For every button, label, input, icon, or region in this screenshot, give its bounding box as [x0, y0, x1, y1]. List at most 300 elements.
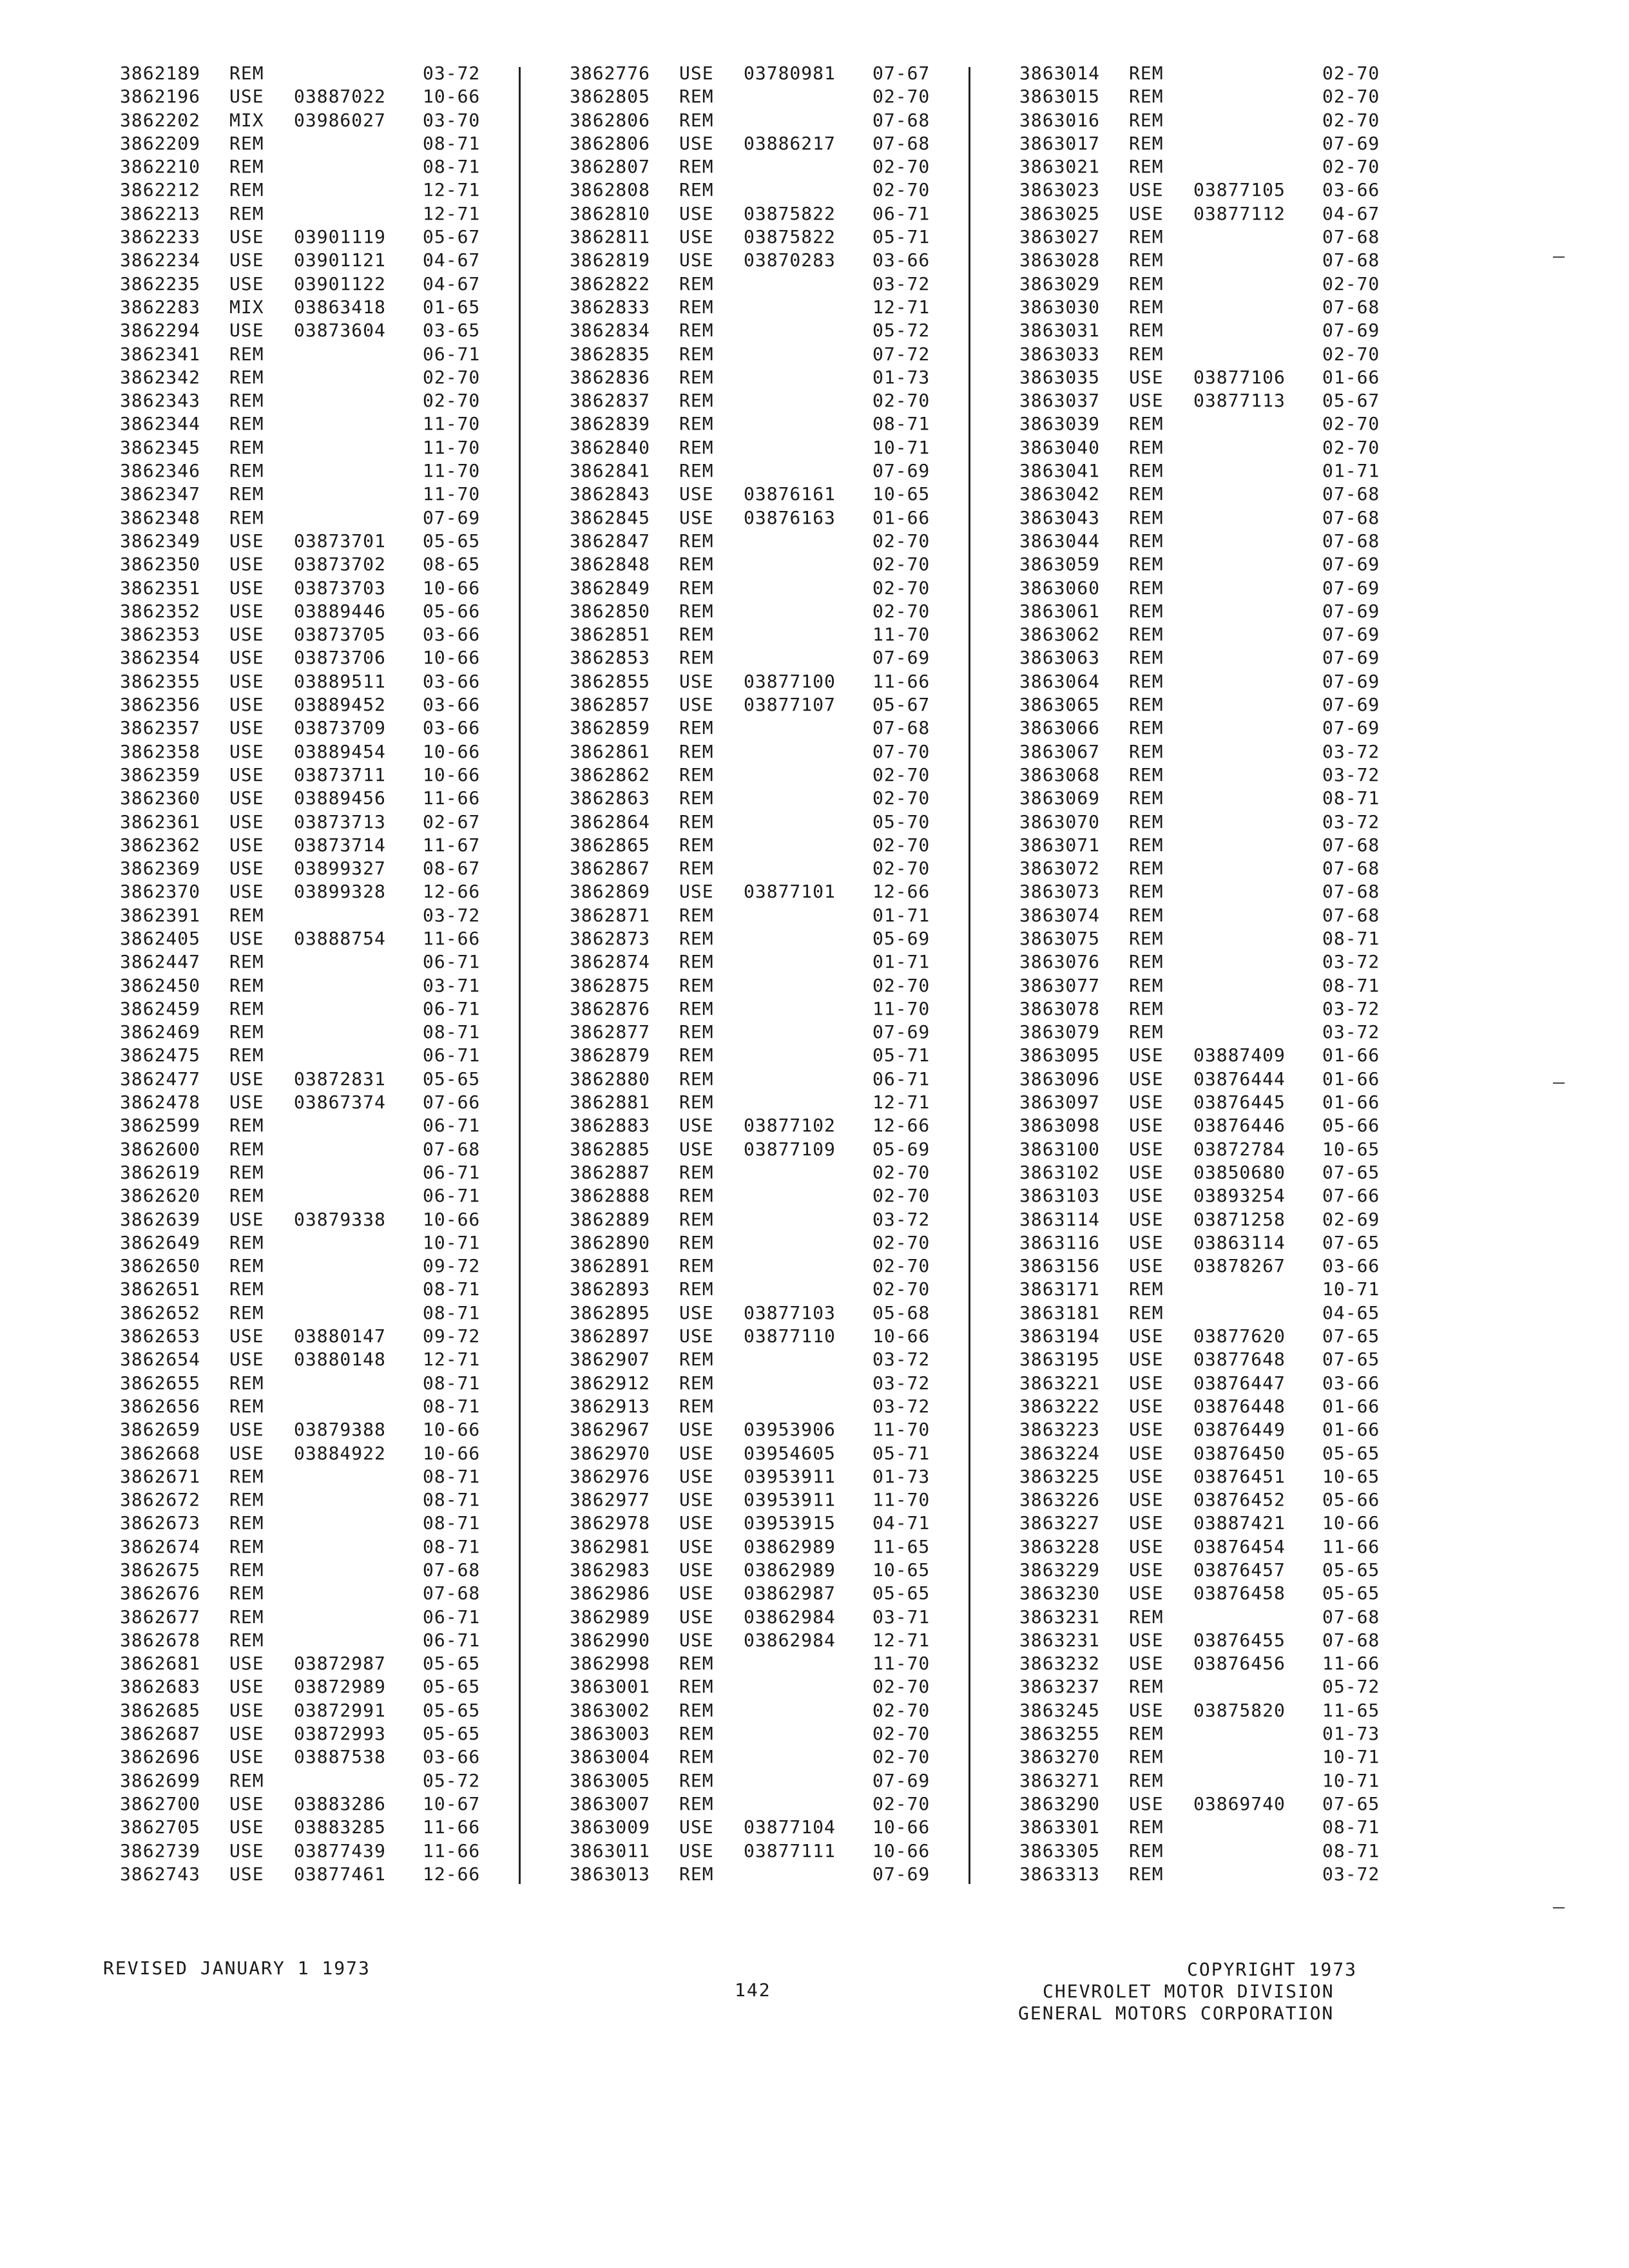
part-number: 3863023: [1019, 179, 1101, 201]
replacement-number: 03875822: [744, 202, 836, 224]
margin-mark: [1553, 256, 1565, 258]
action-code: REM: [229, 1278, 264, 1300]
table-row: [570, 1652, 943, 1675]
table-row: [120, 62, 494, 85]
date-code: 01-73: [872, 366, 930, 388]
table-row: [570, 950, 943, 974]
part-number: 3862845: [570, 506, 651, 528]
date-code: 04-67: [423, 273, 481, 294]
table-row: [1019, 1863, 1393, 1886]
part-number: 3863171: [1019, 1278, 1101, 1300]
part-number: 3862883: [570, 1115, 651, 1137]
action-code: USE: [1129, 1792, 1164, 1814]
part-number: 3862210: [120, 156, 201, 178]
replacement-number: 03876445: [1193, 1091, 1286, 1113]
part-number: 3862650: [120, 1255, 201, 1277]
table-row: [570, 202, 943, 226]
action-code: USE: [229, 1419, 264, 1441]
part-number: 3863232: [1019, 1653, 1101, 1675]
date-code: 01-66: [1322, 366, 1380, 388]
date-code: 11-66: [423, 1816, 481, 1838]
replacement-number: 03953915: [744, 1512, 836, 1534]
action-code: REM: [1129, 1723, 1164, 1745]
action-code: REM: [229, 506, 264, 528]
date-code: 07-69: [872, 1769, 930, 1791]
action-code: REM: [229, 436, 264, 458]
date-code: 11-66: [1322, 1653, 1380, 1675]
date-code: 02-70: [872, 764, 930, 785]
replacement-number: 03877111: [744, 1840, 836, 1861]
table-row: [570, 1044, 943, 1067]
action-code: REM: [679, 1723, 714, 1745]
date-code: 10-66: [423, 1208, 481, 1230]
part-number: 3862685: [120, 1699, 201, 1721]
table-row: [120, 366, 494, 389]
table-row: [1019, 693, 1393, 716]
action-code: REM: [679, 156, 714, 178]
table-row: [1019, 178, 1393, 202]
action-code: USE: [1129, 1465, 1164, 1487]
action-code: REM: [229, 904, 264, 926]
table-row: [1019, 1559, 1393, 1582]
table-row: [570, 974, 943, 997]
date-code: 07-68: [423, 1138, 481, 1160]
part-number: 3863156: [1019, 1255, 1101, 1277]
table-row: [570, 1114, 943, 1137]
part-number: 3863097: [1019, 1091, 1101, 1113]
replacement-number: 03876454: [1193, 1535, 1286, 1557]
date-code: 10-66: [872, 1816, 930, 1838]
part-number: 3862890: [570, 1231, 651, 1253]
replacement-number: 03875820: [1193, 1699, 1286, 1721]
action-code: REM: [1129, 717, 1164, 739]
date-code: 01-66: [1322, 1419, 1380, 1441]
replacement-number: 03862987: [744, 1582, 836, 1604]
part-number: 3862837: [570, 390, 651, 412]
date-code: 03-72: [423, 904, 481, 926]
action-code: REM: [679, 1792, 714, 1814]
date-code: 07-68: [1322, 296, 1380, 318]
table-row: [1019, 1675, 1393, 1698]
action-code: REM: [1129, 86, 1164, 108]
table-row: [570, 1465, 943, 1488]
replacement-number: 03876452: [1193, 1489, 1286, 1511]
part-number: 3862676: [120, 1582, 201, 1604]
date-code: 12-66: [872, 881, 930, 903]
part-number: 3862808: [570, 179, 651, 201]
action-code: REM: [1129, 904, 1164, 926]
action-code: REM: [679, 624, 714, 646]
date-code: 03-72: [872, 1208, 930, 1230]
date-code: 07-68: [1322, 858, 1380, 879]
action-code: USE: [1129, 1325, 1164, 1347]
table-row: [1019, 155, 1393, 178]
date-code: 07-69: [1322, 717, 1380, 739]
date-code: 05-72: [872, 320, 930, 341]
table-row: [1019, 1442, 1393, 1465]
action-code: REM: [229, 1231, 264, 1253]
action-code: REM: [679, 974, 714, 996]
table-row: [570, 553, 943, 576]
table-row: [120, 343, 494, 366]
replacement-number: 03872987: [294, 1653, 386, 1675]
part-number: 3862847: [570, 530, 651, 552]
action-code: USE: [1129, 1535, 1164, 1557]
action-code: REM: [1129, 811, 1164, 832]
part-number: 3863096: [1019, 1068, 1101, 1090]
replacement-number: 03889454: [294, 740, 386, 762]
part-number: 3862600: [120, 1138, 201, 1160]
action-code: REM: [679, 811, 714, 832]
part-number: 3862599: [120, 1115, 201, 1137]
action-code: USE: [229, 1349, 264, 1370]
corporation-name: GENERAL MOTORS CORPORATION: [1018, 2003, 1335, 2024]
table-row: [120, 436, 494, 459]
part-number: 3862450: [120, 974, 201, 996]
action-code: REM: [229, 1302, 264, 1323]
date-code: 11-70: [423, 460, 481, 482]
date-code: 07-66: [423, 1091, 481, 1113]
action-code: REM: [1129, 1278, 1164, 1300]
date-code: 02-70: [1322, 156, 1380, 178]
table-row: [120, 483, 494, 506]
replacement-number: 03953911: [744, 1465, 836, 1487]
part-number: 3863070: [1019, 811, 1101, 832]
part-number: 3863037: [1019, 390, 1101, 412]
table-row: [1019, 857, 1393, 880]
date-code: 08-71: [1322, 974, 1380, 996]
action-code: USE: [679, 249, 714, 271]
replacement-number: 03873703: [294, 577, 386, 599]
action-code: REM: [1129, 1302, 1164, 1323]
part-number: 3863116: [1019, 1231, 1101, 1253]
date-code: 02-70: [423, 390, 481, 412]
replacement-number: 03877101: [744, 881, 836, 903]
part-number: 3862619: [120, 1161, 201, 1183]
part-number: 3862202: [120, 109, 201, 131]
table-row: [570, 62, 943, 85]
part-number: 3863042: [1019, 483, 1101, 505]
table-row: [1019, 974, 1393, 997]
column-divider: [519, 67, 521, 1884]
date-code: 08-71: [423, 156, 481, 178]
table-row: [1019, 226, 1393, 249]
action-code: USE: [229, 647, 264, 669]
date-code: 07-68: [1322, 881, 1380, 903]
part-number: 3862699: [120, 1769, 201, 1791]
action-code: REM: [679, 951, 714, 973]
action-code: REM: [679, 296, 714, 318]
replacement-number: 03899327: [294, 858, 386, 879]
date-code: 12-66: [423, 1863, 481, 1885]
table-row: [120, 1745, 494, 1769]
action-code: REM: [679, 553, 714, 575]
date-code: 10-66: [423, 740, 481, 762]
part-number: 3862981: [570, 1535, 651, 1557]
part-number: 3862357: [120, 717, 201, 739]
date-code: 03-66: [423, 694, 481, 716]
date-code: 02-70: [872, 156, 930, 178]
table-row: [570, 1629, 943, 1652]
date-code: 08-71: [423, 1489, 481, 1511]
table-row: [570, 693, 943, 716]
part-number: 3862369: [120, 858, 201, 879]
date-code: 11-66: [423, 927, 481, 949]
table-row: [570, 904, 943, 927]
action-code: REM: [679, 320, 714, 341]
part-number: 3862353: [120, 624, 201, 646]
action-code: REM: [1129, 296, 1164, 318]
date-code: 07-69: [1322, 600, 1380, 622]
part-number: 3862970: [570, 1442, 651, 1464]
table-row: [570, 1675, 943, 1698]
date-code: 11-66: [423, 787, 481, 809]
replacement-number: 03877104: [744, 1816, 836, 1838]
replacement-number: 03877103: [744, 1302, 836, 1323]
date-code: 10-66: [1322, 1512, 1380, 1534]
part-number: 3863069: [1019, 787, 1101, 809]
action-code: USE: [679, 226, 714, 248]
table-row: [1019, 646, 1393, 669]
table-row: [570, 132, 943, 155]
date-code: 08-71: [872, 413, 930, 435]
table-row: [1019, 1208, 1393, 1231]
replacement-number: 03953906: [744, 1419, 836, 1441]
action-code: REM: [1129, 974, 1164, 996]
table-row: [120, 1161, 494, 1184]
table-row: [1019, 483, 1393, 506]
action-code: REM: [679, 343, 714, 365]
part-number: 3862672: [120, 1489, 201, 1511]
date-code: 05-65: [1322, 1559, 1380, 1581]
table-row: [570, 764, 943, 787]
part-number: 3863030: [1019, 296, 1101, 318]
part-number: 3863062: [1019, 624, 1101, 646]
part-number: 3863015: [1019, 86, 1101, 108]
action-code: REM: [229, 132, 264, 154]
action-code: REM: [229, 179, 264, 201]
action-code: REM: [229, 1021, 264, 1043]
action-code: USE: [679, 881, 714, 903]
table-row: [1019, 1582, 1393, 1605]
table-row: [570, 1769, 943, 1792]
date-code: 10-66: [423, 577, 481, 599]
action-code: REM: [679, 927, 714, 949]
table-row: [120, 1348, 494, 1371]
date-code: 02-70: [1322, 62, 1380, 84]
replacement-number: 03877110: [744, 1325, 836, 1347]
table-row: [570, 1231, 943, 1254]
replacement-number: 03887022: [294, 86, 386, 108]
part-number: 3863073: [1019, 881, 1101, 903]
table-row: [570, 226, 943, 249]
date-code: 10-66: [872, 1840, 930, 1861]
action-code: REM: [679, 1255, 714, 1277]
date-code: 07-69: [1322, 647, 1380, 669]
part-number: 3862346: [120, 460, 201, 482]
action-code: USE: [1129, 1231, 1164, 1253]
date-code: 08-71: [423, 1278, 481, 1300]
date-code: 02-70: [872, 834, 930, 856]
part-number: 3863016: [1019, 109, 1101, 131]
table-row: [1019, 834, 1393, 857]
action-code: USE: [679, 1606, 714, 1628]
table-row: [570, 1208, 943, 1231]
part-number: 3862978: [570, 1512, 651, 1534]
action-code: REM: [1129, 343, 1164, 365]
action-code: USE: [679, 1302, 714, 1323]
date-code: 05-65: [423, 530, 481, 552]
table-row: [1019, 1395, 1393, 1418]
part-number: 3862862: [570, 764, 651, 785]
table-row: [1019, 273, 1393, 296]
date-code: 03-66: [1322, 1255, 1380, 1277]
part-number: 3862776: [570, 62, 651, 84]
replacement-number: 03873706: [294, 647, 386, 669]
part-number: 3863301: [1019, 1816, 1101, 1838]
date-code: 07-69: [423, 506, 481, 528]
action-code: USE: [679, 1138, 714, 1160]
date-code: 07-68: [1322, 249, 1380, 271]
action-code: USE: [1129, 1699, 1164, 1721]
table-row: [120, 1652, 494, 1675]
date-code: 08-71: [1322, 927, 1380, 949]
part-number: 3863102: [1019, 1161, 1101, 1183]
date-code: 06-71: [423, 1185, 481, 1207]
date-code: 05-71: [872, 1044, 930, 1066]
action-code: REM: [679, 273, 714, 294]
part-number: 3862839: [570, 413, 651, 435]
date-code: 10-67: [423, 1792, 481, 1814]
date-code: 08-67: [423, 858, 481, 879]
table-row: [570, 1325, 943, 1348]
table-row: [570, 1395, 943, 1418]
part-number: 3862447: [120, 951, 201, 973]
part-number: 3862986: [570, 1582, 651, 1604]
date-code: 07-69: [872, 1021, 930, 1043]
date-code: 03-66: [423, 717, 481, 739]
date-code: 08-71: [423, 1465, 481, 1487]
date-code: 07-68: [1322, 1606, 1380, 1628]
action-code: USE: [679, 483, 714, 505]
replacement-number: 03893254: [1193, 1185, 1286, 1207]
action-code: USE: [229, 1723, 264, 1745]
table-row: [1019, 1629, 1393, 1652]
table-row: [570, 1138, 943, 1161]
action-code: REM: [1129, 320, 1164, 341]
replacement-number: 03873709: [294, 717, 386, 739]
part-number: 3862849: [570, 577, 651, 599]
table-row: [120, 740, 494, 764]
date-code: 02-70: [872, 858, 930, 879]
date-code: 02-70: [872, 1792, 930, 1814]
table-row: [570, 1792, 943, 1816]
part-number: 3862869: [570, 881, 651, 903]
part-number: 3862459: [120, 997, 201, 1019]
replacement-number: 03876161: [744, 483, 836, 505]
action-code: REM: [1129, 834, 1164, 856]
table-row: [120, 1138, 494, 1161]
part-number: 3862885: [570, 1138, 651, 1160]
date-code: 02-70: [872, 577, 930, 599]
action-code: USE: [1129, 202, 1164, 224]
part-number: 3863065: [1019, 694, 1101, 716]
action-code: REM: [679, 647, 714, 669]
replacement-number: 03872784: [1193, 1138, 1286, 1160]
action-code: REM: [1129, 109, 1164, 131]
action-code: MIX: [229, 296, 264, 318]
part-number: 3863313: [1019, 1863, 1101, 1885]
date-code: 02-70: [1322, 413, 1380, 435]
table-row: [570, 459, 943, 483]
part-number: 3862360: [120, 787, 201, 809]
date-code: 02-70: [872, 600, 930, 622]
part-number: 3862907: [570, 1349, 651, 1370]
date-code: 07-68: [872, 132, 930, 154]
column-divider: [969, 67, 970, 1884]
part-number: 3862478: [120, 1091, 201, 1113]
replacement-number: 03883286: [294, 1792, 386, 1814]
action-code: REM: [1129, 553, 1164, 575]
date-code: 01-73: [872, 1465, 930, 1487]
part-number: 3862876: [570, 997, 651, 1019]
replacement-number: 03877105: [1193, 179, 1286, 201]
part-number: 3862294: [120, 320, 201, 341]
part-number: 3862654: [120, 1349, 201, 1370]
part-number: 3862683: [120, 1676, 201, 1698]
replacement-number: 03876458: [1193, 1582, 1286, 1604]
copyright: COPYRIGHT 1973: [1187, 1959, 1358, 1980]
action-code: USE: [229, 1816, 264, 1838]
date-code: 10-65: [872, 483, 930, 505]
action-code: USE: [679, 1840, 714, 1861]
part-number: 3862349: [120, 530, 201, 552]
date-code: 05-65: [872, 1582, 930, 1604]
part-number: 3863255: [1019, 1723, 1101, 1745]
action-code: USE: [229, 273, 264, 294]
table-row: [120, 646, 494, 669]
date-code: 02-70: [1322, 86, 1380, 108]
action-code: REM: [229, 1535, 264, 1557]
table-row: [120, 530, 494, 553]
action-code: REM: [679, 717, 714, 739]
part-number: 3862477: [120, 1068, 201, 1090]
date-code: 05-65: [423, 1723, 481, 1745]
date-code: 03-72: [872, 1349, 930, 1370]
part-number: 3863064: [1019, 670, 1101, 692]
action-code: REM: [679, 179, 714, 201]
date-code: 03-72: [1322, 951, 1380, 973]
table-row: [570, 1021, 943, 1044]
part-number: 3862863: [570, 787, 651, 809]
date-code: 10-71: [872, 436, 930, 458]
table-row: [1019, 1044, 1393, 1067]
part-number: 3863224: [1019, 1442, 1101, 1464]
part-number: 3862351: [120, 577, 201, 599]
replacement-number: 03877648: [1193, 1349, 1286, 1370]
part-number: 3862355: [120, 670, 201, 692]
part-number: 3863039: [1019, 413, 1101, 435]
date-code: 03-72: [1322, 740, 1380, 762]
part-number: 3863223: [1019, 1419, 1101, 1441]
action-code: REM: [679, 1278, 714, 1300]
action-code: REM: [679, 530, 714, 552]
table-row: [570, 1348, 943, 1371]
date-code: 02-67: [423, 811, 481, 832]
table-row: [1019, 950, 1393, 974]
action-code: REM: [229, 390, 264, 412]
table-row: [120, 787, 494, 810]
